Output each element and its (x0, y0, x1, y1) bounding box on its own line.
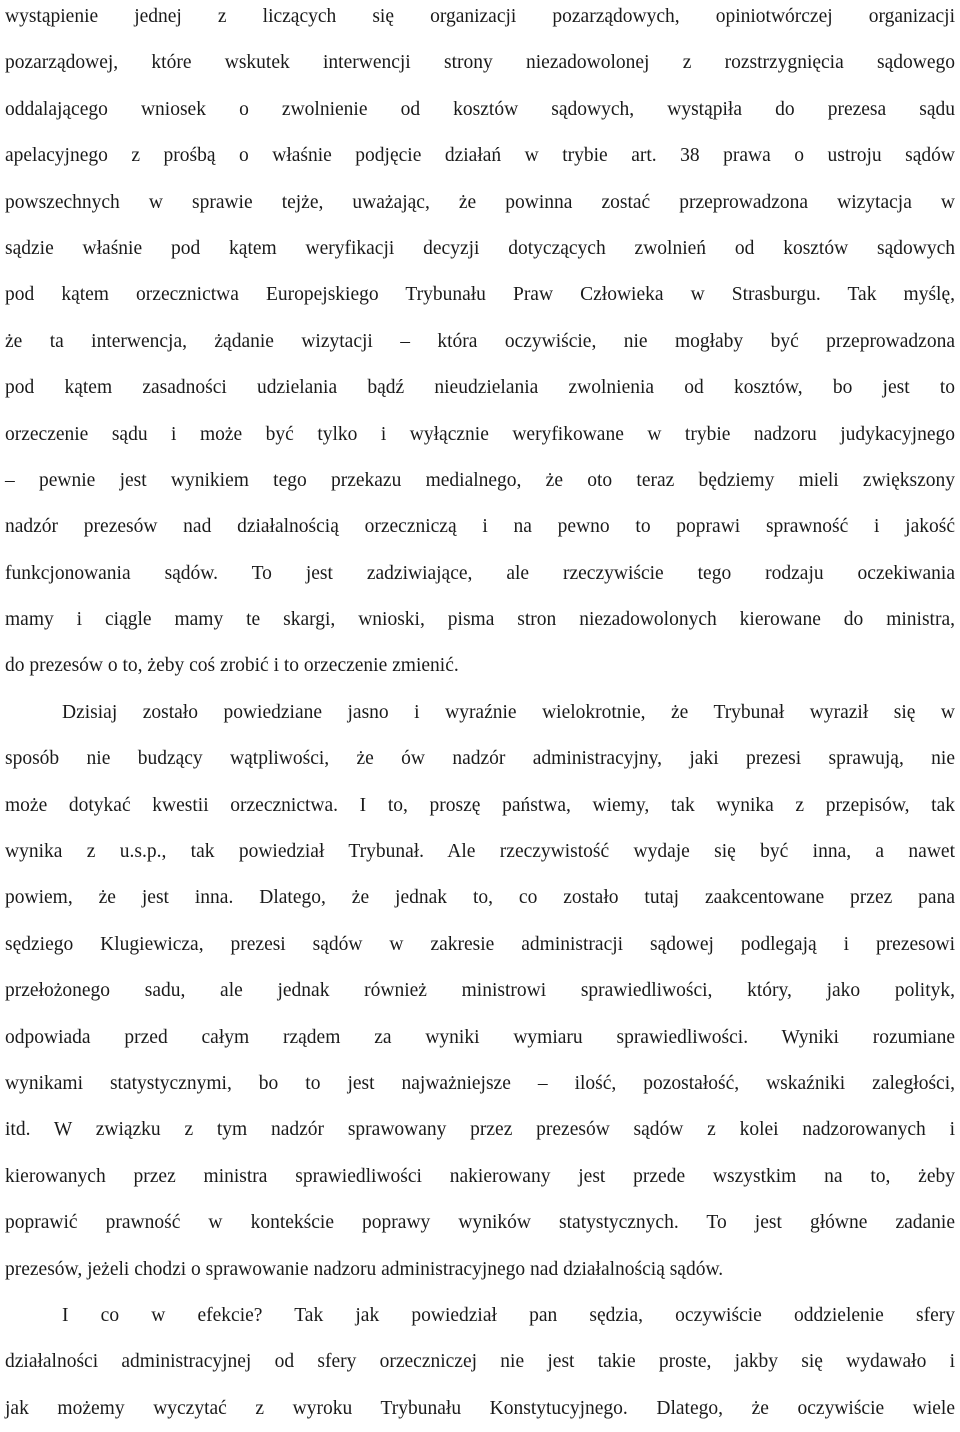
text-line: itd. W związku z tym nadzór sprawowany przez prezesów sądów z kolei nadzorowanych i (5, 1119, 955, 1141)
text-line: przełożonego sadu, ale jednak również ministrowi sprawiedliwości, który, jako polityk, (5, 980, 955, 1002)
paragraph-3 (5, 1293, 955, 1432)
paragraph-1 (5, 0, 955, 690)
text-line: oddalającego wniosek o zwolnienie od kosztów sądowych, wystąpiła do prezesa sądu (5, 98, 955, 120)
text-line: wynika z u.s.p., tak powiedział Trybunał. Ale rzeczywistość wydaje się być inna, a nawet (5, 841, 955, 863)
text-line: sędziego Klugiewicza, prezesi sądów w zakresie administracji sądowej podlegają i prezesowi (5, 933, 955, 955)
text-line: funkcjonowania sądów. To jest zadziwiające, ale rzeczywiście tego rodzaju oczekiwania (5, 562, 955, 584)
text-line: odpowiada przed całym rządem za wyniki wymiaru sprawiedliwości. Wyniki rozumiane (5, 1026, 955, 1048)
text-line: pod kątem zasadności udzielania bądź nieudzielania zwolnienia od kosztów, bo jest to (5, 377, 955, 399)
text-line: pozarządowej, które wskutek interwencji strony niezadowolonej z rozstrzygnięcia sądowego (5, 52, 955, 74)
text-line: wystąpienie jednej z liczących się organizacji pozarządowych, opiniotwórczej organizacji (5, 6, 955, 27)
text-line: do prezesów o to, żeby coś zrobić i to orzeczenie zmienić. (5, 655, 459, 677)
text-line: I co w efekcie? Tak jak powiedział pan sędzia, oczywiście oddzielenie sfery (62, 1304, 955, 1326)
text-line: może dotykać kwestii orzecznictwa. I to, proszę państwa, wiemy, tak wynika z przepisów, tak (5, 794, 955, 816)
text-line: poprawić prawność w kontekście poprawy wyników statystycznych. To jest główne zadanie (5, 1212, 955, 1234)
text-line: nadzór prezesów nad działalnością orzeczniczą i na pewno to poprawi sprawność i jakość (5, 516, 955, 538)
text-line: prezesów, jeżeli chodzi o sprawowanie nadzoru administracyjnego nad działalnością sądów. (5, 1258, 724, 1280)
text-line: powiem, że jest inna. Dlatego, że jednak to, co zostało tutaj zaakcentowane przez pana (5, 887, 955, 909)
text-line: wynikami statystycznymi, bo to jest najważniejsze – ilość, pozostałość, wskaźniki zaległości, (5, 1072, 955, 1094)
text-line: powszechnych w sprawie tejże, uważając, że powinna zostać przeprowadzona wizytacja w (5, 191, 955, 213)
paragraph-2 (5, 690, 955, 1293)
text-line: działalności administracyjnej od sfery orzeczniczej nie jest takie proste, jakby się wydawało i (5, 1351, 955, 1373)
text-line: apelacyjnego z prośbą o właśnie podjęcie działań w trybie art. 38 prawa o ustroju sądów (5, 145, 955, 167)
text-line: kierowanych przez ministra sprawiedliwości nakierowany jest przede wszystkim na to, żeby (5, 1165, 955, 1187)
text-line: orzeczenie sądu i może być tylko i wyłącznie weryfikowane w trybie nadzoru judykacyjnego (5, 423, 955, 445)
text-line: – pewnie jest wynikiem tego przekazu medialnego, że oto teraz będziemy mieli zwiększony (5, 469, 955, 491)
text-line: sposób nie budzący wątpliwości, że ów nadzór administracyjny, jaki prezesi sprawują, nie (5, 748, 955, 770)
text-line: mamy i ciągle mamy te skargi, wnioski, pisma stron niezadowolonych kierowane do ministra, (5, 609, 955, 631)
text-line: że ta interwencja, żądanie wizytacji – która oczywiście, nie mogłaby być przeprowadzona (5, 330, 955, 352)
text-line: Dzisiaj zostało powiedziane jasno i wyraźnie wielokrotnie, że Trybunał wyraził się w (62, 701, 955, 723)
text-line: sądzie właśnie pod kątem weryfikacji decyzji dotyczących zwolnień od kosztów sądowych (5, 237, 955, 259)
text-line: jak możemy wyczytać z wyroku Trybunału Konstytucyjnego. Dlatego, że oczywiście wiele (5, 1397, 955, 1419)
text-line: pod kątem orzecznictwa Europejskiego Trybunału Praw Człowieka w Strasburgu. Tak myślę, (5, 284, 955, 306)
